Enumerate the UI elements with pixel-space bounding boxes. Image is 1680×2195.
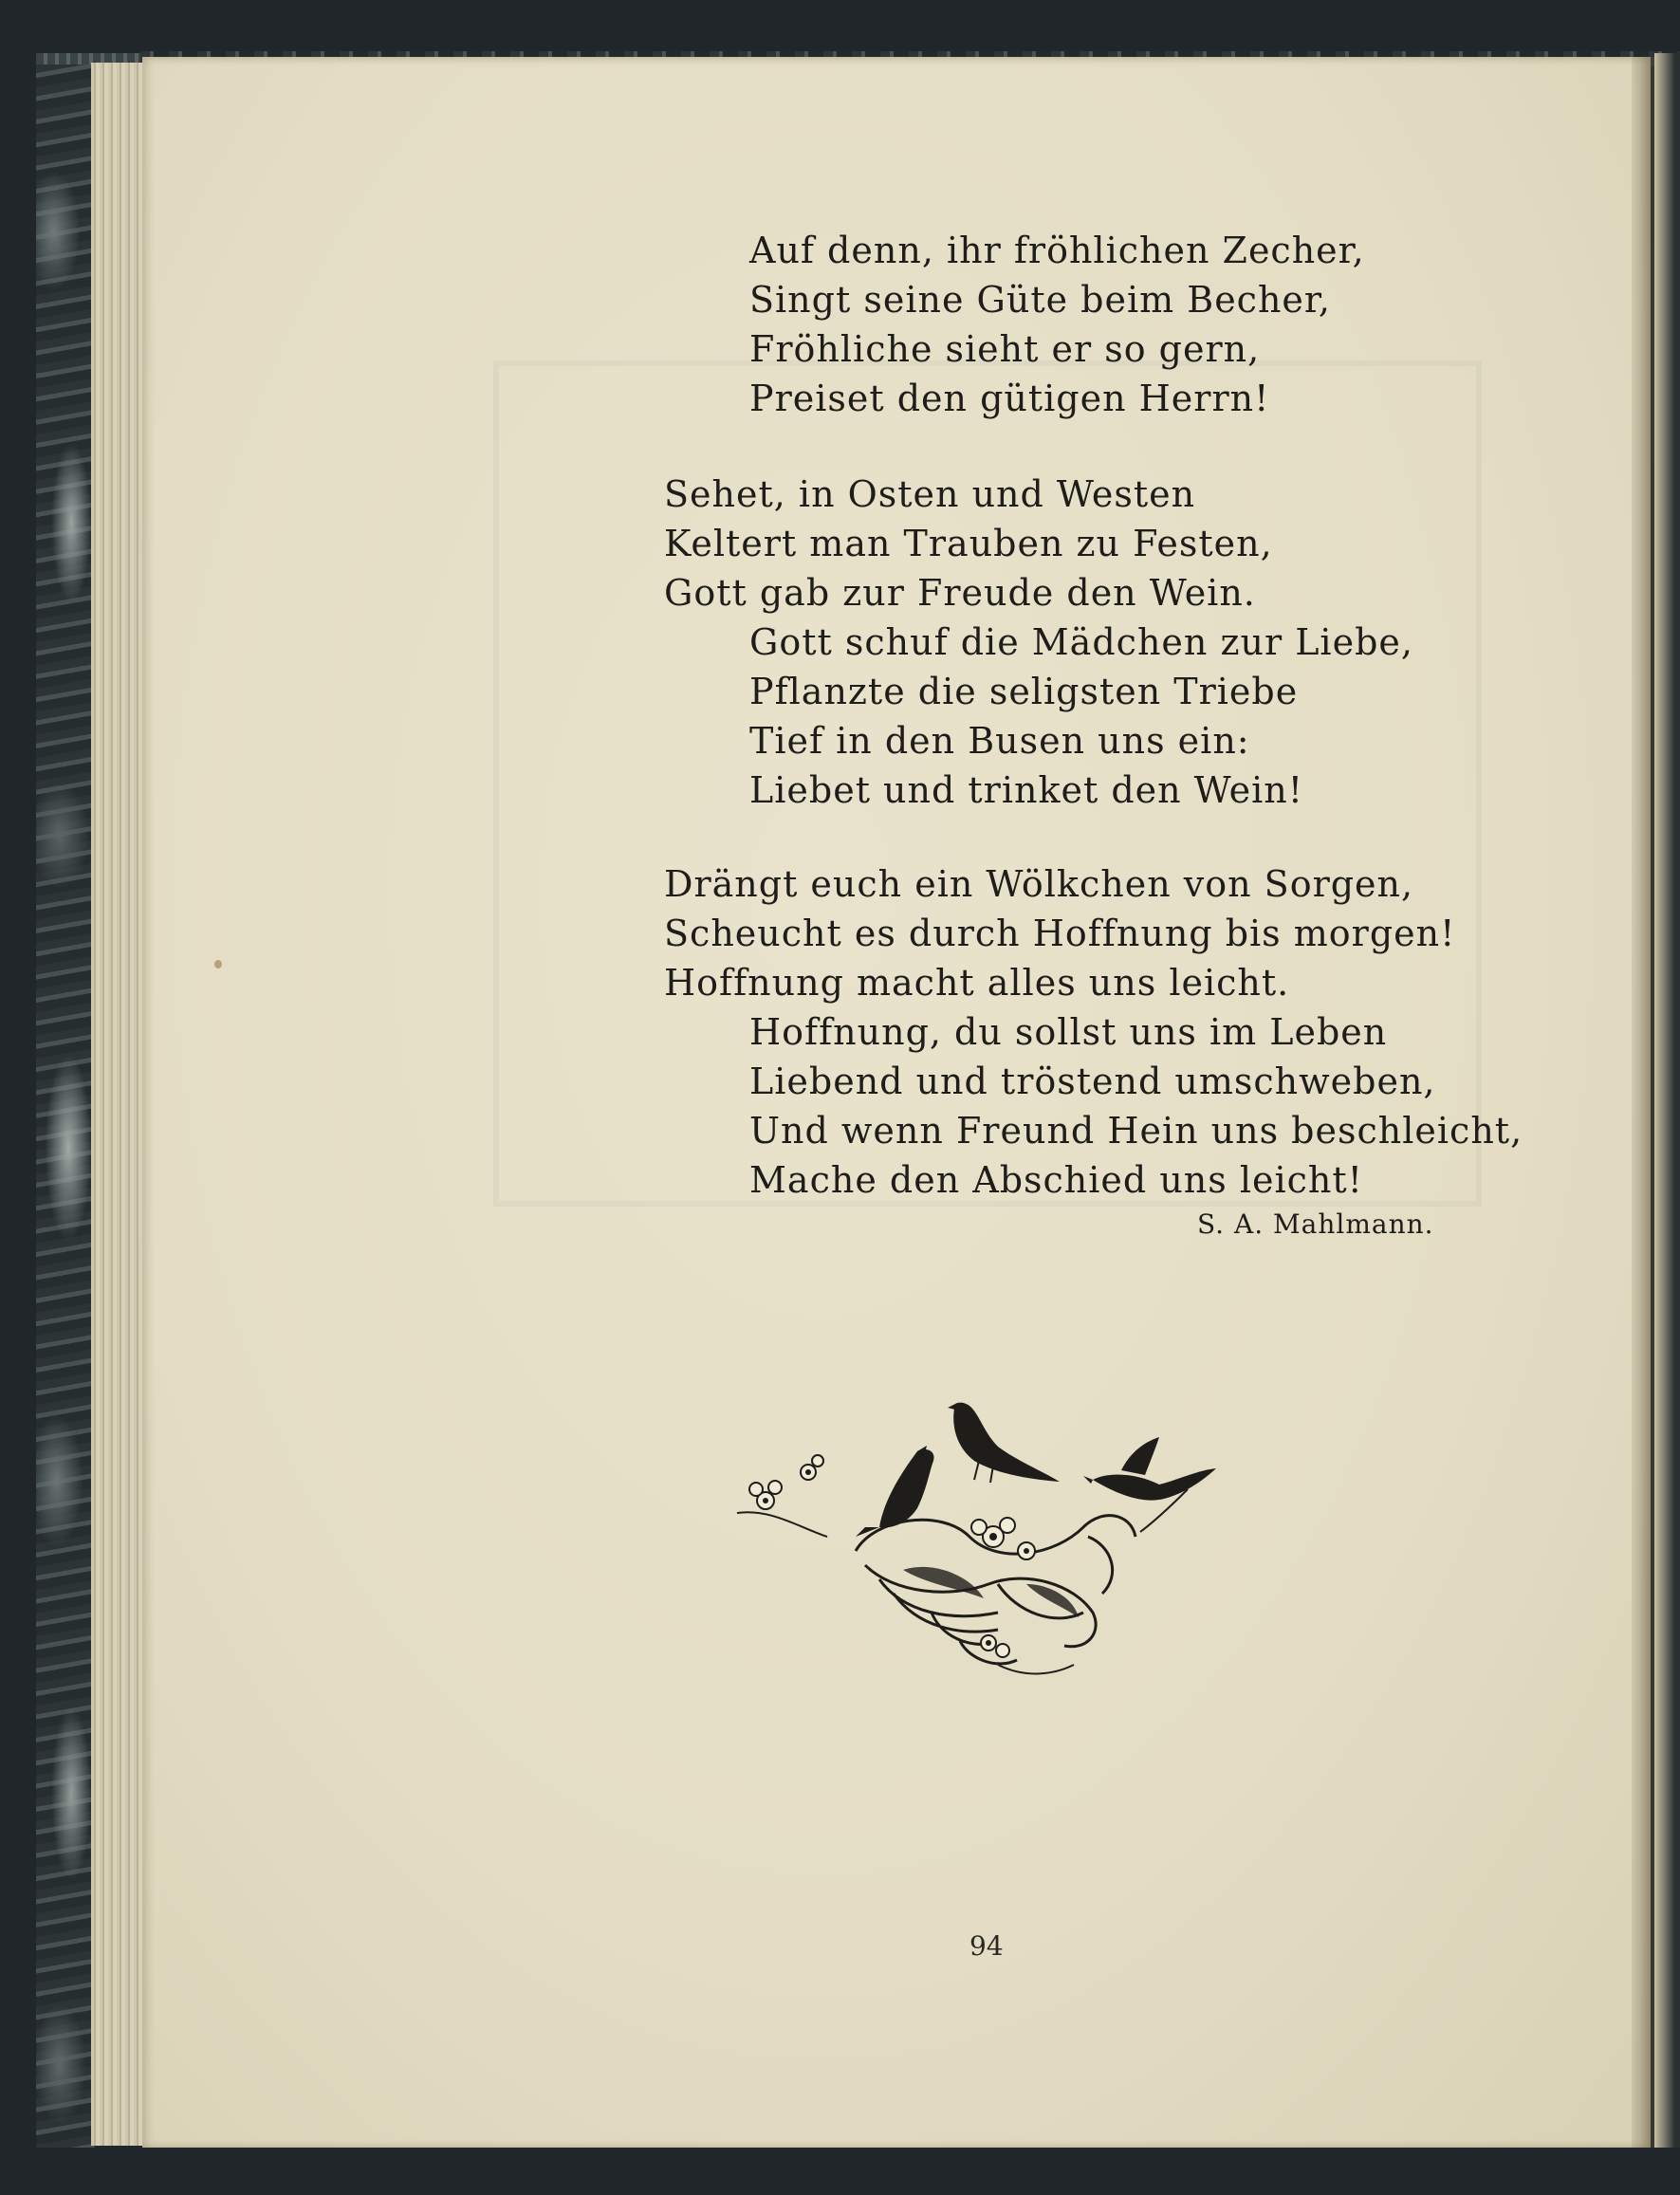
poem-author: S. A. Mahlmann. xyxy=(1197,1208,1434,1240)
birds-rocaille-vignette-icon xyxy=(713,1394,1245,1679)
poem-line: Hoffnung, du sollst uns im Leben xyxy=(749,1011,1388,1053)
poem-line: Singt seine Güte beim Becher, xyxy=(749,279,1331,321)
poem-line: Fröhliche sieht er so gern, xyxy=(749,328,1261,370)
poem-line: Sehet, in Osten und Westen xyxy=(664,473,1196,515)
poem-line: Mache den Abschied uns leicht! xyxy=(749,1159,1363,1201)
poem-line: Liebet und trinket den Wein! xyxy=(749,769,1304,811)
poem-line: Gott gab zur Freude den Wein. xyxy=(664,572,1256,614)
poem-line: Liebend und tröstend umschweben, xyxy=(749,1061,1436,1102)
poem-line: Tief in den Busen uns ein: xyxy=(749,720,1250,762)
poem-line: Preiset den gütigen Herrn! xyxy=(749,378,1270,419)
poem-line: Hoffnung macht alles uns leicht. xyxy=(664,962,1290,1004)
poem-line: Drängt euch ein Wölkchen von Sorgen, xyxy=(664,863,1414,905)
poem-line: Und wenn Freund Hein uns beschleicht, xyxy=(749,1110,1523,1152)
poem-line: Keltert man Trauben zu Festen, xyxy=(664,523,1273,564)
poem-line: Scheucht es durch Hoffnung bis morgen! xyxy=(664,913,1456,954)
poem-line: Gott schuf die Mädchen zur Liebe, xyxy=(749,621,1413,663)
poem-line: Pflanzte die seligsten Triebe xyxy=(749,671,1299,712)
poem-line: Auf denn, ihr fröhlichen Zecher, xyxy=(749,230,1365,271)
page-number: 94 xyxy=(969,1930,1004,1962)
